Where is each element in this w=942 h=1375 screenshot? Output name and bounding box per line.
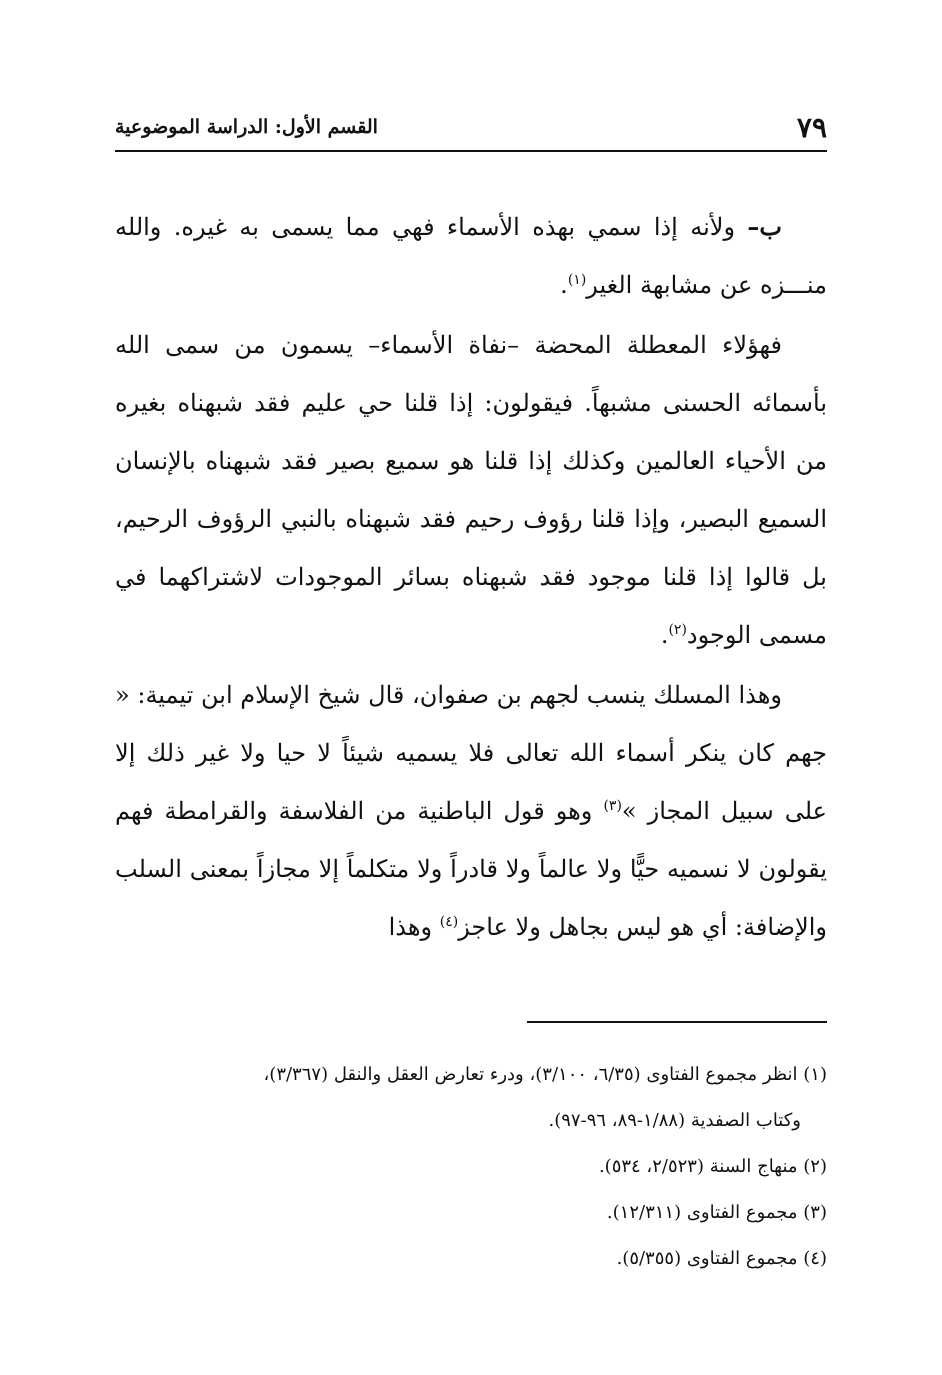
- paragraph-1: [115, 198, 827, 314]
- footnote-2: [110, 1144, 827, 1190]
- page-number: ٧٩: [796, 110, 827, 144]
- footnote-2-text: (٢) منهاج السنة (٢/٥٢٣، ٥٣٤).: [598, 1156, 827, 1177]
- header-rule: [115, 150, 827, 152]
- running-title: القسم الأول: الدراسة الموضوعية: [115, 116, 378, 138]
- paragraph-3: [115, 666, 827, 956]
- footnote-ref-1[interactable]: (١): [567, 272, 587, 288]
- paragraph-2-end: .: [660, 621, 669, 649]
- footnote-separator: [527, 1021, 827, 1023]
- paragraph-3-text-c: وهذا: [388, 913, 440, 941]
- paragraph-2: [115, 316, 827, 664]
- paragraph-3-text-a: وهذا المسلك ينسب لجهم بن صفوان، قال شيخ الإسلام ابن تيمية: « جهم كان ينكر أسماء الله تعالى فلا يسميه شيئاً لا حيا ولا غير ذلك إلا على سبيل المجاز »: [115, 681, 827, 825]
- footnote-4-text: (٤) مجموع الفتاوى (٥/٣٥٥).: [616, 1248, 827, 1269]
- paragraph-3-text-b: وهو قول الباطنية من الفلاسفة والقرامطة فهم يقولون لا نسميه حيًّا ولا عالماً ولا قادراً ولا متكلماً إلا مجازاً بمعنى السلب والإضافة: أي هو ليس بجاهل ولا عاجز: [115, 797, 827, 941]
- footnote-3-text: (٣) مجموع الفتاوى (١٢/٣١١).: [606, 1202, 827, 1223]
- footnote-ref-3[interactable]: (٣): [603, 798, 622, 814]
- footnote-1: [110, 1052, 827, 1144]
- page-header: [115, 105, 827, 149]
- main-text: [115, 198, 827, 958]
- footnote-1-line-2: وكتاب الصفدية (١/٨٨-٨٩، ٩٦-٩٧).: [548, 1110, 801, 1131]
- footnote-ref-4[interactable]: (٤): [439, 914, 459, 930]
- footnote-4: [110, 1236, 827, 1282]
- footnotes: [110, 1052, 827, 1282]
- footnote-1-line-1: (١) انظر مجموع الفتاوى (٦/٣٥، ٣/١٠٠)، ودرء تعارض العقل والنقل (٣/٣٦٧)،: [263, 1064, 827, 1085]
- paragraph-1-text: ولأنه إذا سمي بهذه الأسماء فهي مما يسمى به غيره. والله منـــزه عن مشابهة الغير: [115, 213, 827, 299]
- point-marker: ب–: [747, 212, 782, 241]
- paragraph-2-text: فهؤلاء المعطلة المحضة –نفاة الأسماء– يسمون من سمى الله بأسمائه الحسنى مشبهاً. فيقولون: إذا قلنا حي عليم فقد شبهناه بغيره من الأحياء العالمين وكذلك إذا قلنا هو سميع بصير فقد شبهناه بالإنسان السميع البصير، وإذا قلنا رؤوف رحيم فقد شبهناه بالنبي الرؤوف الرحيم، بل قالوا إذا قلنا موجود فقد شبهناه بسائر الموجودات لاشتراكهما في مسمى الوجود: [115, 331, 827, 649]
- footnote-ref-2[interactable]: (٢): [668, 622, 687, 638]
- footnote-3: [110, 1190, 827, 1236]
- paragraph-1-end: .: [560, 271, 568, 299]
